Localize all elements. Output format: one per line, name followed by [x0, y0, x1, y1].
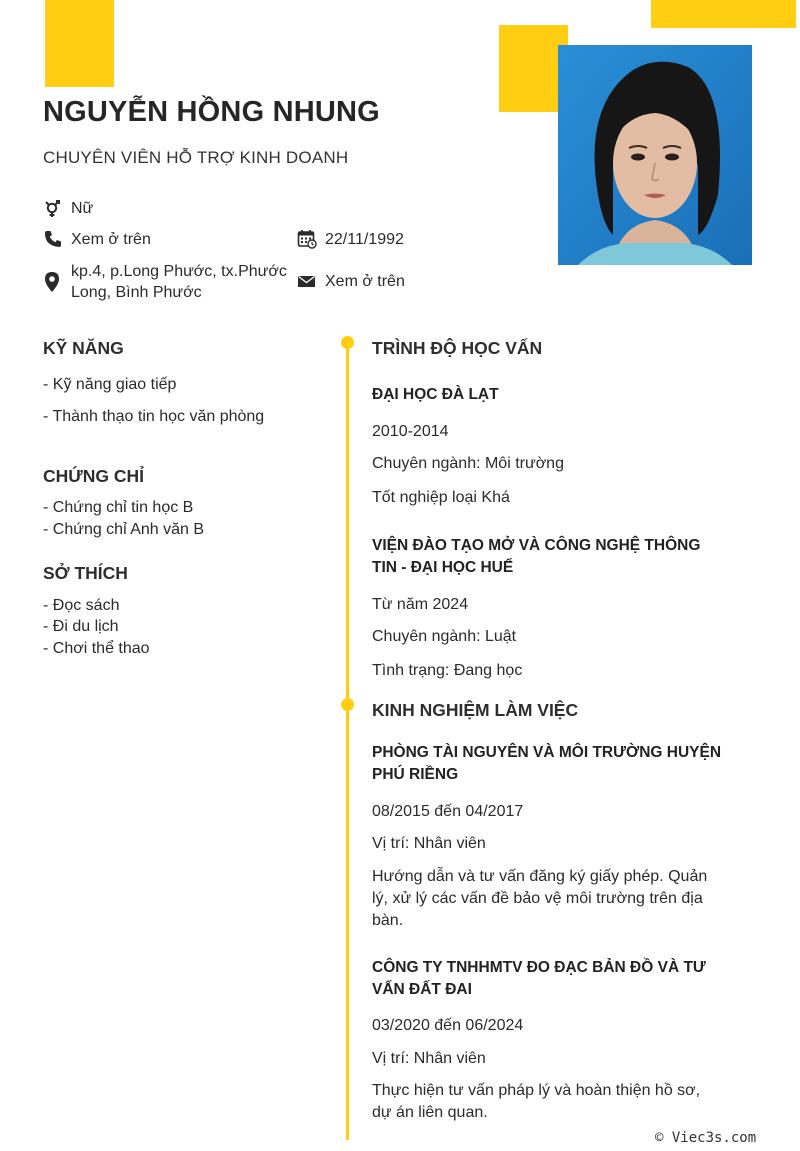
job-title: CHUYÊN VIÊN HỖ TRỢ KINH DOANH	[43, 148, 349, 167]
profile-photo	[558, 45, 752, 265]
timeline-dot-education	[341, 336, 354, 349]
education-org: VIỆN ĐÀO TẠO MỞ VÀ CÔNG NGHỆ THÔNG TIN - ĐẠI HỌC HUẾ	[372, 537, 701, 576]
birthday-row	[297, 229, 497, 251]
experience-description: Hướng dẫn và tư vấn đăng ký giấy phép. Quản lý, xử lý các vấn đề bảo vệ môi trường trên địa bàn.	[372, 868, 708, 929]
education-major: Chuyên ngành: Luật	[372, 628, 517, 645]
experience-org: PHÒNG TÀI NGUYÊN VÀ MÔI TRƯỜNG HUYỆN PHÚ RIỀNG	[372, 744, 722, 783]
education-note: Tốt nghiệp loại Khá	[372, 489, 510, 506]
email-text: Xem ở trên	[325, 273, 405, 290]
skill-item: - Kỹ năng giao tiếp	[43, 376, 177, 393]
hobby-item: - Đọc sách	[43, 597, 120, 614]
address-line-1: kp.4, p.Long Phước, tx.Phước	[71, 263, 287, 280]
experience-period: 08/2015 đến 04/2017	[372, 803, 524, 820]
birthday-text: 22/11/1992	[325, 231, 404, 248]
accent-block-top-right	[651, 0, 796, 28]
timeline-line	[346, 342, 349, 1140]
phone-icon	[43, 229, 63, 249]
gender-icon	[43, 198, 63, 218]
education-major: Chuyên ngành: Môi trường	[372, 455, 564, 472]
experience-position: Vị trí: Nhân viên	[372, 835, 486, 852]
education-org: ĐẠI HỌC ĐÀ LẠT	[372, 386, 499, 403]
certificate-item: - Chứng chỉ tin học B	[43, 499, 194, 516]
address-row	[43, 261, 303, 305]
experience-heading: KINH NGHIỆM LÀM VIỆC	[372, 700, 579, 720]
location-pin-icon	[43, 271, 63, 291]
education-period: 2010-2014	[372, 423, 449, 440]
skills-heading: KỸ NĂNG	[43, 338, 124, 358]
experience-org: CÔNG TY TNHHMTV ĐO ĐẠC BẢN ĐỒ VÀ TƯ VẤN ĐẤT ĐAI	[372, 959, 706, 998]
experience-description: Thực hiện tư vấn pháp lý và hoàn thiện hồ sơ, dự án liên quan.	[372, 1082, 701, 1121]
address-line-2: Long, Bình Phước	[71, 284, 202, 301]
email-row	[297, 271, 497, 293]
accent-block-top-left	[45, 0, 114, 87]
phone-text: Xem ở trên	[71, 231, 151, 248]
experience-period: 03/2020 đến 06/2024	[372, 1017, 524, 1034]
skill-item: - Thành thạo tin học văn phòng	[43, 408, 265, 425]
envelope-icon	[297, 271, 317, 291]
hobby-item: - Đi du lịch	[43, 618, 119, 635]
certificate-item: - Chứng chỉ Anh văn B	[43, 521, 205, 538]
timeline-dot-experience	[341, 698, 354, 711]
gender-row	[43, 198, 243, 220]
calendar-icon	[297, 229, 317, 249]
candidate-name: NGUYỄN HỒNG NHUNG	[43, 96, 380, 128]
phone-row	[43, 229, 283, 251]
experience-position: Vị trí: Nhân viên	[372, 1050, 486, 1067]
education-note: Tình trạng: Đang học	[372, 662, 523, 679]
hobby-item: - Chơi thể thao	[43, 640, 150, 657]
hobbies-heading: SỞ THÍCH	[43, 563, 128, 583]
education-period: Từ năm 2024	[372, 596, 469, 613]
certificates-heading: CHỨNG CHỈ	[43, 466, 145, 486]
education-heading: TRÌNH ĐỘ HỌC VẤN	[372, 338, 543, 358]
gender-text: Nữ	[71, 200, 94, 217]
copyright-text: © Viec3s.com	[655, 1130, 757, 1146]
